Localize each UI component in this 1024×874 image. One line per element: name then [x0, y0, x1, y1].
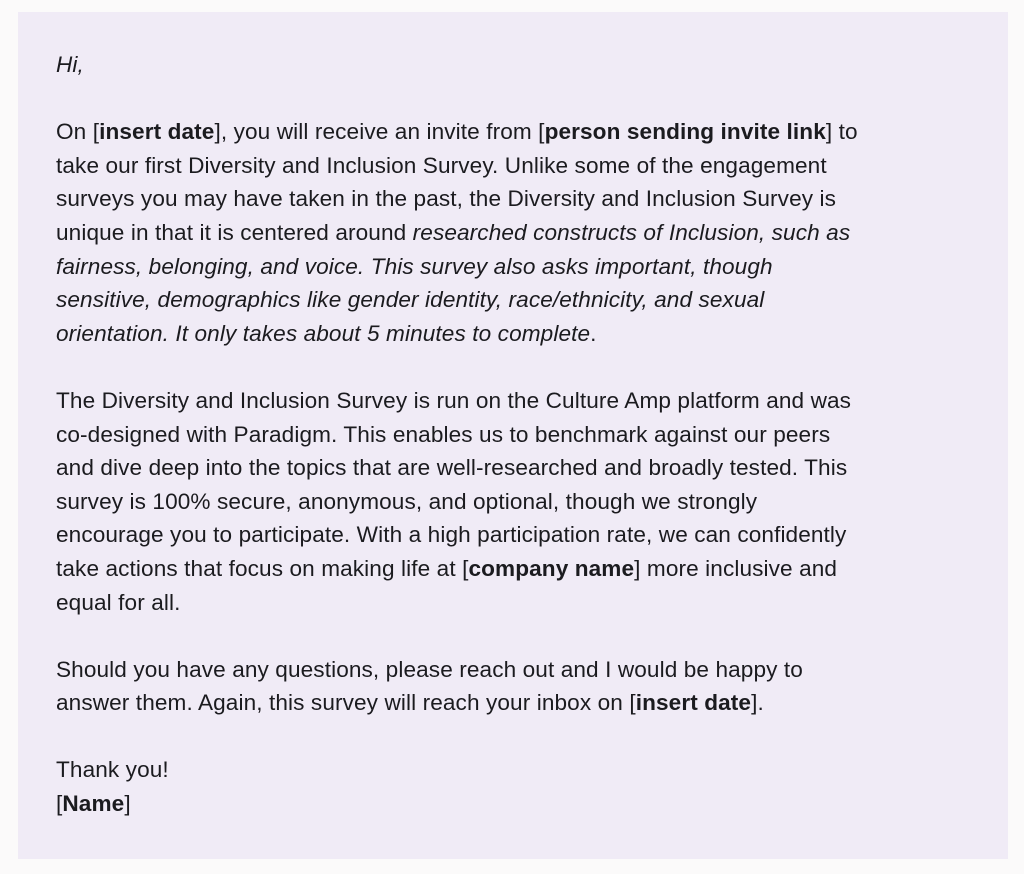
text-run: [	[56, 791, 63, 817]
closing	[56, 753, 996, 820]
text-run: ] more inclusive and	[634, 555, 838, 581]
paragraph-line: take our first Diversity and Inclusion Survey. Unlike some of the engagement	[56, 152, 827, 178]
emphasis-text: fairness, belonging, and voice. This survey also asks important, though	[56, 253, 773, 279]
paragraph-questions	[56, 653, 996, 720]
text-run: unique in that it is centered around	[56, 219, 413, 245]
greeting	[56, 48, 996, 82]
paragraph-line	[56, 283, 996, 317]
paragraph-line: co-designed with Paradigm. This enables us to benchmark against our peers	[56, 421, 831, 447]
blank-line	[56, 82, 996, 116]
paragraph-line: equal for all.	[56, 589, 181, 615]
placeholder-name: Name	[62, 791, 125, 817]
text-run: ] to	[825, 119, 858, 145]
placeholder-insert-date: insert date	[99, 119, 215, 145]
paragraph-platform	[56, 384, 996, 619]
paragraph-line	[56, 686, 996, 720]
text-run: ], you will receive an invite from [	[214, 119, 545, 145]
paragraph-line	[56, 317, 996, 351]
paragraph-line	[56, 115, 996, 149]
paragraph-line	[56, 216, 996, 250]
text-run: ].	[751, 690, 764, 716]
letter-panel	[18, 12, 1008, 859]
text-run: On [	[56, 119, 100, 145]
placeholder-person-sending-invite: person sending invite link	[544, 119, 826, 145]
paragraph-line: survey is 100% secure, anonymous, and optional, though we strongly	[56, 488, 758, 514]
paragraph-line	[56, 552, 996, 586]
closing-thanks: Thank you!	[56, 757, 169, 783]
emphasis-text: orientation. It only takes about 5 minutes to complete	[56, 320, 591, 346]
signature	[56, 787, 996, 821]
text-run: answer them. Again, this survey will reach your inbox on [	[56, 690, 636, 716]
blank-line	[56, 619, 996, 653]
blank-line	[56, 720, 996, 754]
paragraph-line: The Diversity and Inclusion Survey is run on the Culture Amp platform and was	[56, 387, 852, 413]
paragraph-line	[56, 250, 996, 284]
paragraph-line: surveys you may have taken in the past, the Diversity and Inclusion Survey is	[56, 186, 837, 212]
paragraph-line: encourage you to participate. With a high participation rate, we can confidently	[56, 522, 847, 548]
text-run: take actions that focus on making life at [	[56, 555, 469, 581]
placeholder-insert-date: insert date	[635, 690, 752, 716]
text-run: .	[590, 320, 597, 346]
greeting-text: Hi,	[56, 52, 84, 77]
paragraph-line: and dive deep into the topics that are well-researched and broadly tested. This	[56, 455, 848, 481]
blank-line	[56, 350, 996, 384]
emphasis-text: researched constructs of Inclusion, such as	[412, 219, 851, 245]
letter-body	[56, 48, 996, 821]
emphasis-text: sensitive, demographics like gender identity, race/ethnicity, and sexual	[56, 287, 765, 313]
paragraph-invite	[56, 115, 996, 350]
paragraph-line: Should you have any questions, please reach out and I would be happy to	[56, 656, 803, 682]
placeholder-company-name: company name	[468, 555, 635, 581]
text-run: ]	[124, 791, 131, 817]
